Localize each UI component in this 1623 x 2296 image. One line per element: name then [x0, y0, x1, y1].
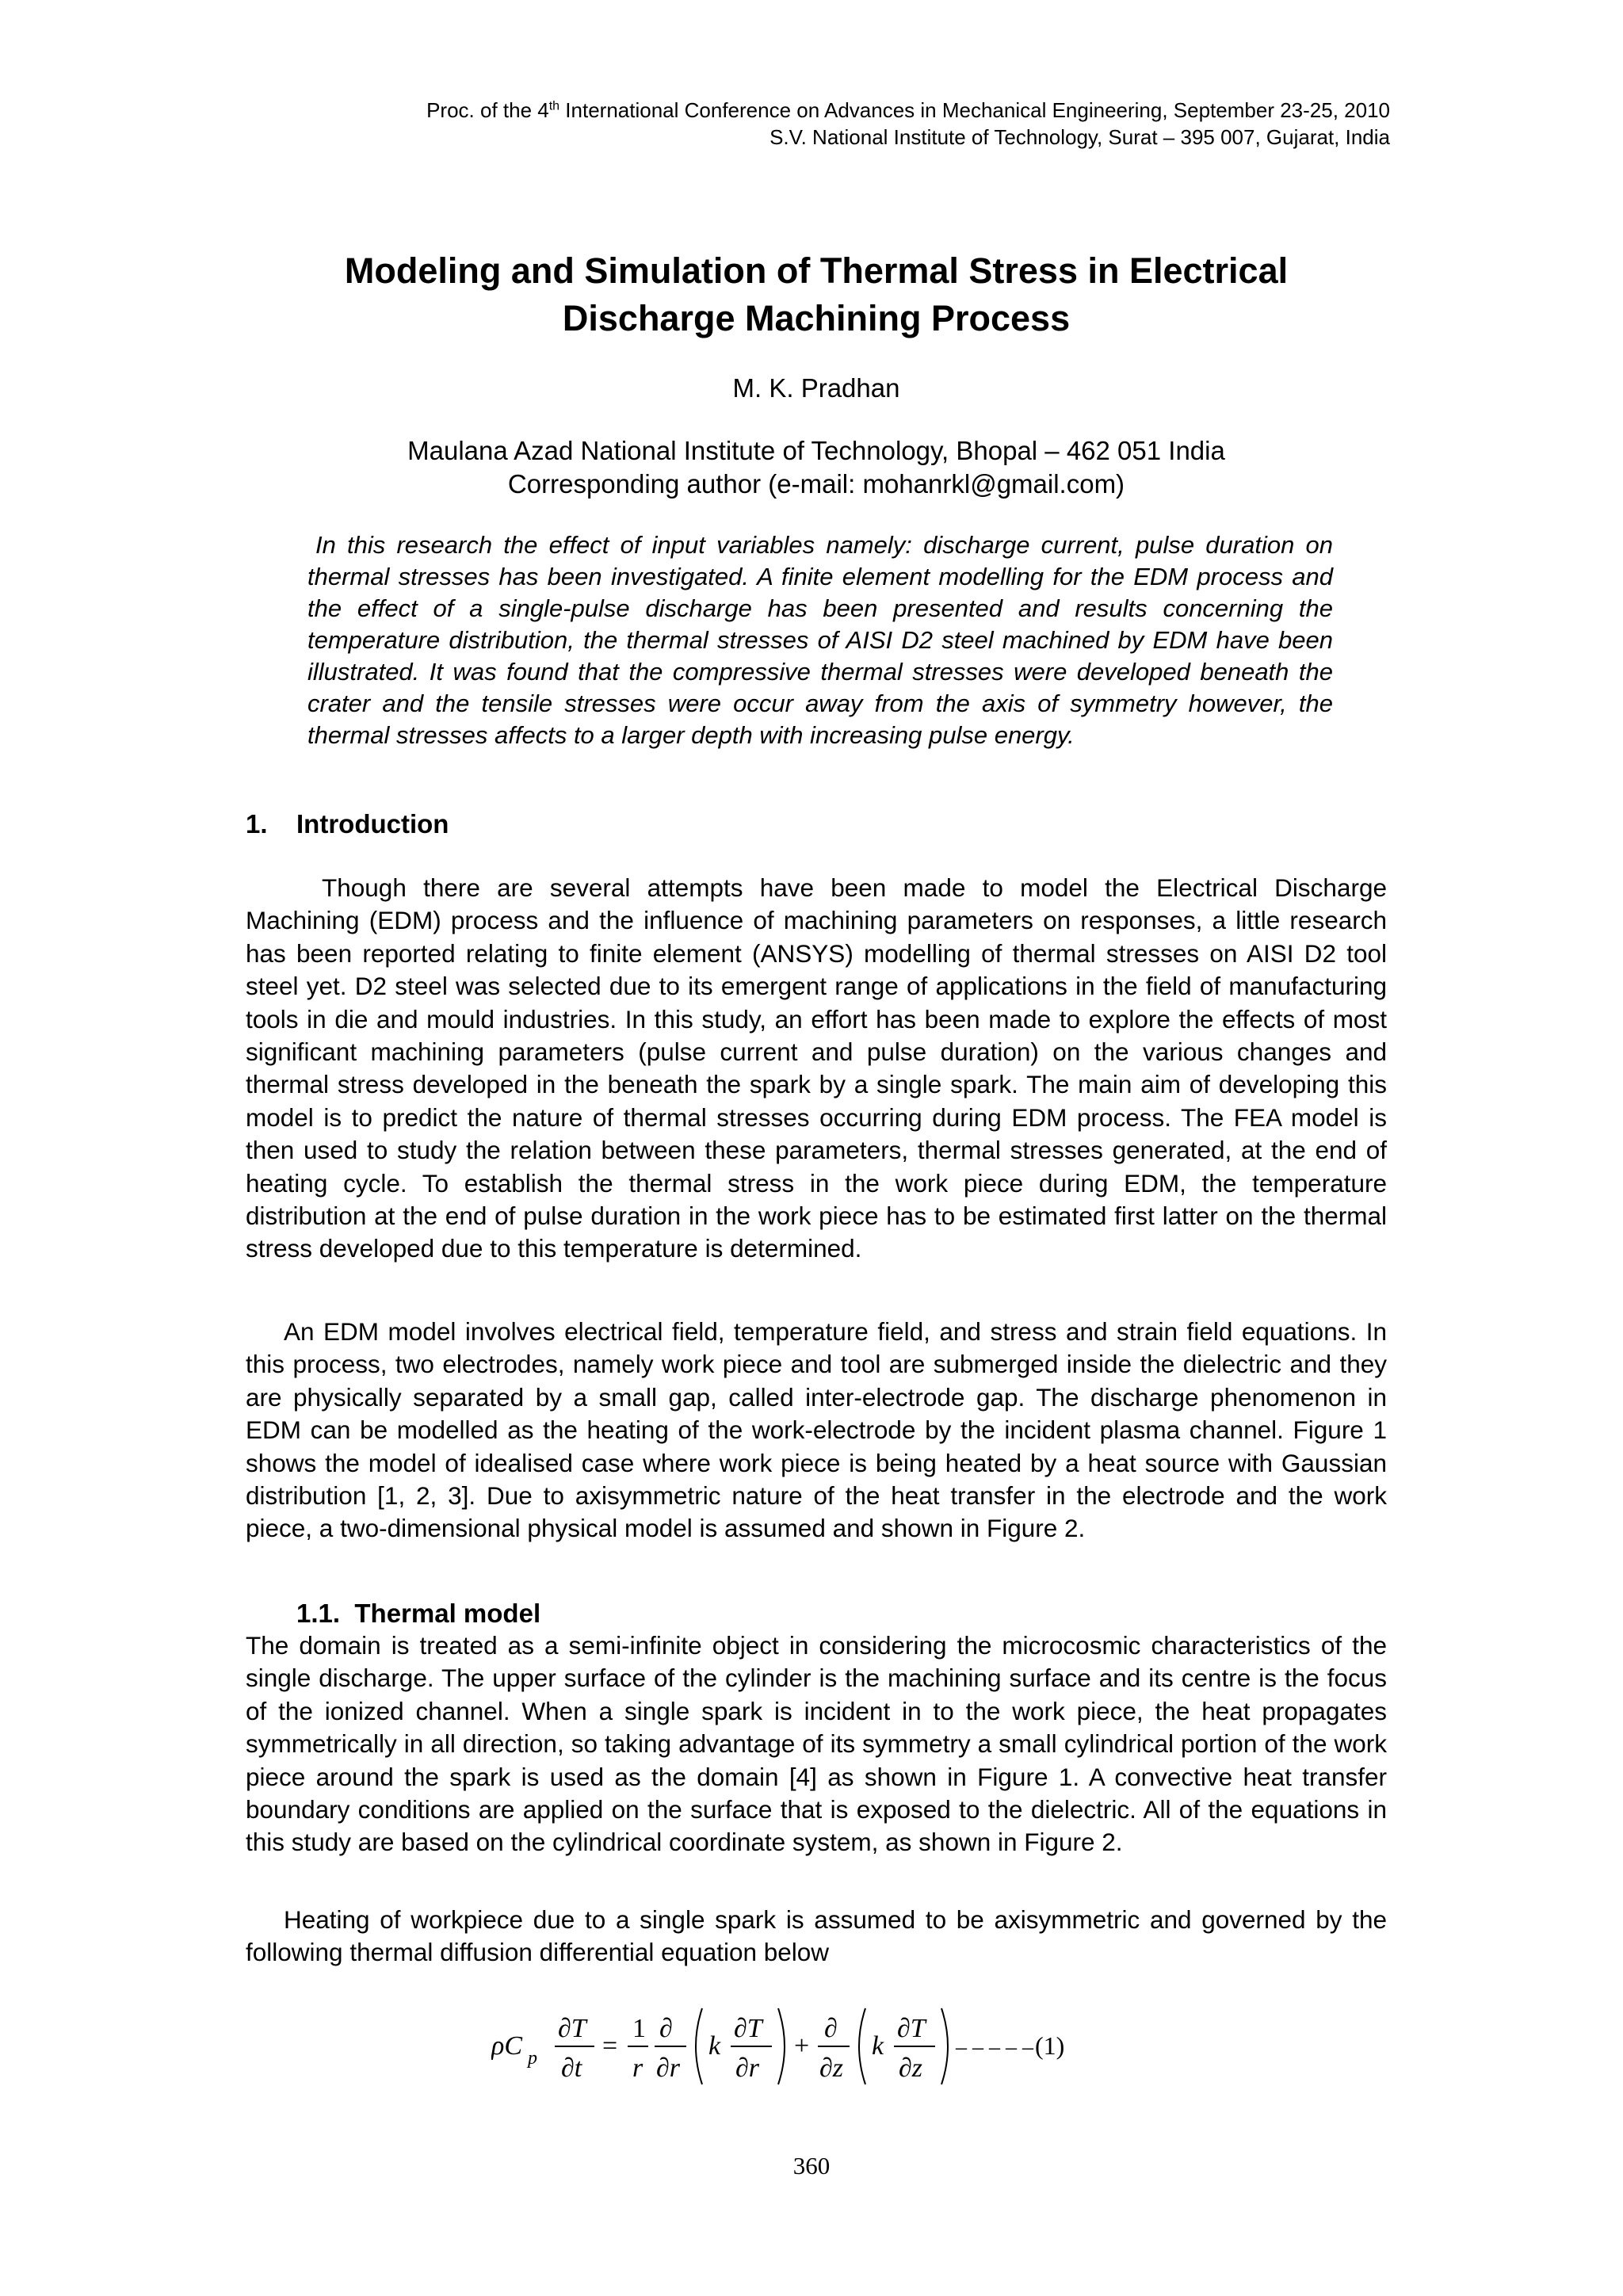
abstract: In this research the effect of input variables namely: discharge current, pulse duration on thermal stresses has been investigated. A finite element modelling for the EDM process and the effect of a single-pulse discharge has been presented and results concerning the temperature distribution, the thermal stresses of AISI D2 steel machined by EDM have been illustrated. It was found that the compressive thermal stresses were developed beneath the crater and the tensile stresses were occur away from the axis of symmetry however, the thermal stresses affects to a larger depth with increasing pulse energy. — [307, 531, 1333, 749]
eq-numerator-dT: ∂T — [897, 2014, 926, 2043]
eq-left-paren — [696, 2008, 702, 2084]
affiliation: Maulana Azad National Institute of Technology, Bhopal – 462 051 India — [407, 436, 1225, 465]
eq-equals: = — [602, 2031, 618, 2061]
affiliation-block — [246, 434, 1387, 501]
eq-numerator-dT: ∂T — [734, 2014, 762, 2043]
introduction-paragraph-2: An EDM model involves electrical field, temperature field, and stress and strain field equations. In this process, two electrodes, namely work piece and tool are submerged inside the dielectric and they are physically separated by a small gap, called inter-electrode gap. The discharge phenomenon in EDM can be modelled as the heating of the work-electrode by the incident plasma channel. Figure 1 shows the model of idealised case where work piece is being heated by a heat source with Gaussian distribution [1, 2, 3]. Due to axisymmetric nature of the heat transfer in the electrode and the work piece, a two-dimensional physical model is assumed and shown in Figure 2. — [246, 1317, 1387, 1543]
introduction-paragraph-1: Though there are several attempts have been made to model the Electrical Discharge Machining (EDM) process and the influence of machining parameters on responses, a little research has been reported relating to finite element (ANSYS) modelling of thermal stresses on AISI D2 tool steel yet. D2 steel was selected due to its emergent range of applications in the field of manufacturing tools in die and mould industries. In this study, an effort has been made to explore the effects of most significant machining parameters (pulse current and pulse duration) on the various changes and thermal stress developed in the beneath the spark by a single spark. The main aim of developing this model is to predict the nature of thermal stresses occurring during EDM process. The FEA model is then used to study the relation between these parameters, thermal stresses generated, at the end of heating cycle. To establish the thermal stress in the work piece during EDM, the temperature distribution at the end of pulse duration in the work piece has to be estimated first latter on the thermal stress developed due to this temperature is determined. — [246, 873, 1387, 1263]
equation-svg — [491, 1997, 1078, 2100]
eq-p-subscript: p — [528, 2048, 537, 2069]
author-name: M. K. Pradhan — [732, 373, 900, 403]
eq-partial: ∂ — [659, 2014, 673, 2043]
title-line-2: Discharge Machining Process — [562, 298, 1071, 338]
eq-rho-c: ρC — [491, 2031, 522, 2061]
thermal-model-paragraph-1: The domain is treated as a semi-infinite object in considering the microcosmic characteristics of the single discharge. The upper surface of the cylinder is the machining surface and its centre is the focus of the ionized channel. When a single spark is incident in to the work piece, the heat propagates symmetrically in all direction, so taking advantage of its symmetry a small cylindrical portion of the work piece around the spark is used as the domain [4] as shown in Figure 1. A convective heat transfer boundary conditions are applied on the surface that is exposed to the dielectric. All of the equations in this study are based on the cylindrical coordinate system, as shown in Figure 2. — [246, 1631, 1387, 1857]
equation-1 — [491, 1997, 1078, 2100]
eq-right-paren — [941, 2008, 948, 2084]
eq-dashes: – – – – – — [956, 2035, 1033, 2060]
paper-title — [246, 247, 1387, 342]
page-number: 360 — [792, 2152, 831, 2179]
eq-partial-z: ∂z — [819, 2053, 844, 2083]
eq-r: r — [632, 2053, 643, 2083]
eq-denominator-dt: ∂t — [561, 2053, 582, 2083]
eq-partial-r: ∂r — [735, 2053, 760, 2083]
eq-one: 1 — [632, 2014, 646, 2043]
header-line-1: Proc. of the 4th International Conference on Advances in Mechanical Engineering, September 23-25, 2010 — [426, 98, 1390, 122]
correspondence: Corresponding author (e-mail: mohanrkl@gmail.com) — [507, 469, 1125, 499]
eq-partial-r: ∂r — [656, 2053, 681, 2083]
eq-k: k — [708, 2031, 721, 2061]
eq-partial-z: ∂z — [899, 2053, 923, 2083]
eq-number: (1) — [1035, 2031, 1065, 2060]
eq-right-paren — [778, 2008, 785, 2084]
subsection-number: 1.1. — [296, 1599, 341, 1628]
conference-header — [281, 97, 1390, 151]
section-number: 1. — [246, 809, 268, 839]
subsection-title: Thermal model — [354, 1599, 541, 1628]
eq-partial: ∂ — [824, 2014, 838, 2043]
section-title: Introduction — [296, 809, 449, 839]
eq-k: k — [872, 2031, 884, 2061]
section-heading-introduction — [246, 807, 449, 842]
header-line-2: S.V. National Institute of Technology, Surat – 395 007, Gujarat, India — [769, 125, 1390, 149]
eq-plus: + — [794, 2031, 810, 2061]
eq-numerator-dT: ∂T — [558, 2014, 586, 2043]
subsection-heading-thermal-model — [296, 1596, 540, 1631]
title-line-1: Modeling and Simulation of Thermal Stress in Electrical — [344, 250, 1289, 291]
eq-left-paren — [859, 2008, 865, 2084]
thermal-model-paragraph-2: Heating of workpiece due to a single spark is assumed to be axisymmetric and governed by the following thermal diffusion differential equation below — [246, 1905, 1387, 1967]
